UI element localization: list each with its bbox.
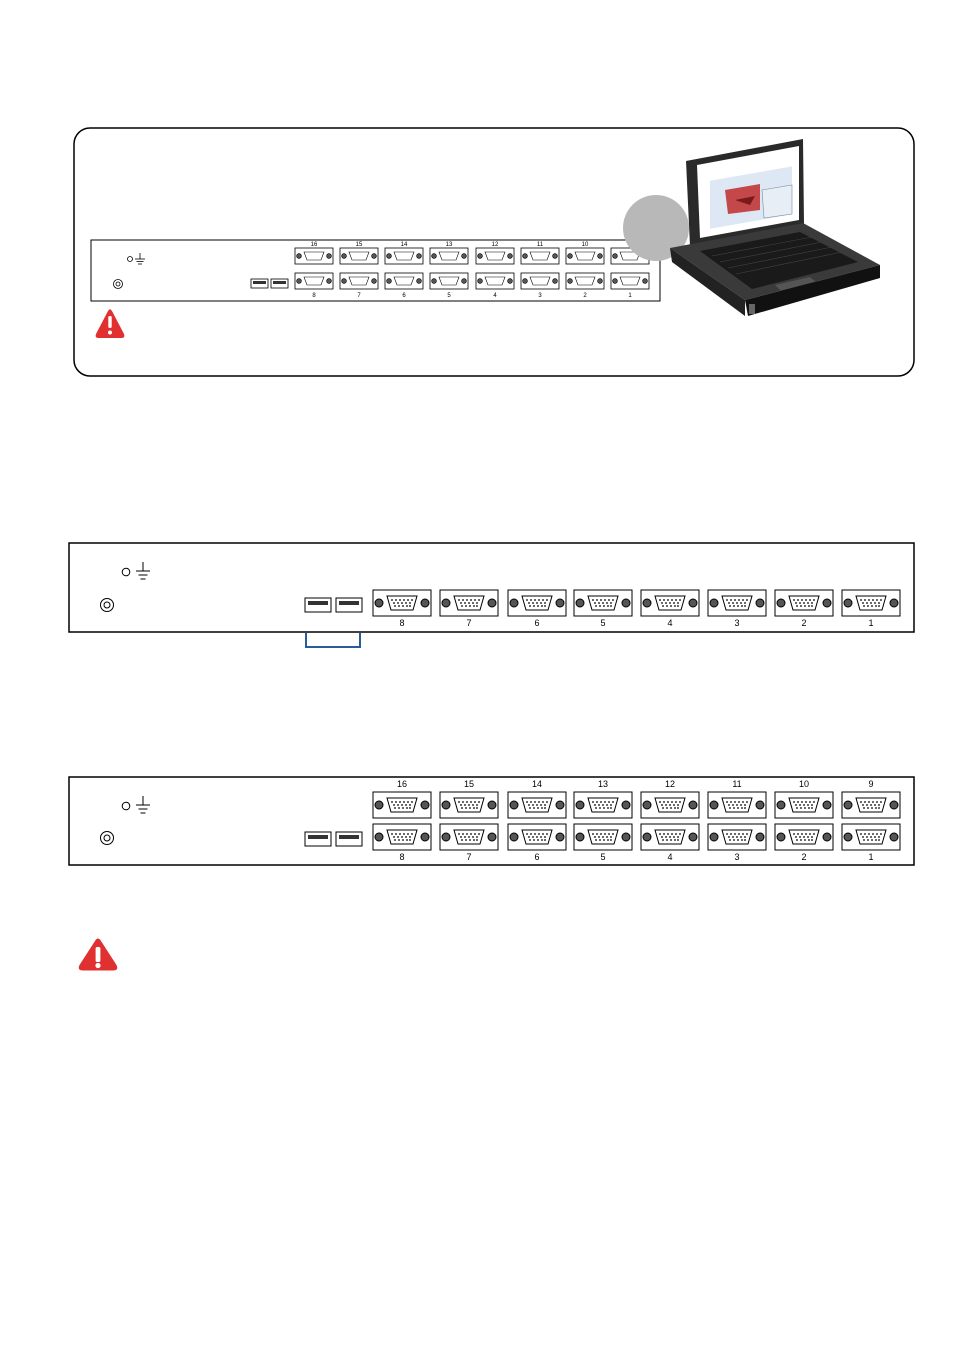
port-label: 11 (732, 779, 742, 789)
port-label: 5 (600, 618, 606, 628)
vga-port-icon (295, 248, 333, 264)
vga-port-icon (842, 590, 900, 616)
vga-port-icon (373, 590, 431, 616)
rear-panel-8port (69, 543, 914, 647)
vga-port-icon (574, 792, 632, 818)
port-label: 7 (466, 852, 472, 862)
vga-port-icon (611, 273, 649, 289)
port-label: 6 (534, 852, 540, 862)
port-label: 13 (597, 779, 609, 789)
vga-port-icon (508, 792, 566, 818)
port-label: 2 (801, 852, 807, 862)
vga-port-icon (521, 248, 559, 264)
power-jack-icon (101, 832, 114, 845)
port-label: 4 (667, 618, 673, 628)
vga-port-icon (574, 824, 632, 850)
port-label: 11 (536, 242, 544, 248)
vga-port-icon (385, 273, 423, 289)
vga-port-icon (775, 792, 833, 818)
vga-port-icon (508, 590, 566, 616)
vga-port-icon (574, 590, 632, 616)
vga-port-icon (295, 273, 333, 289)
port-label: 3 (538, 293, 542, 299)
vga-port-icon (708, 590, 766, 616)
vga-port-icon (641, 792, 699, 818)
port-label: 10 (798, 779, 810, 789)
vga-port-icon (842, 792, 900, 818)
vga-port-icon (521, 273, 559, 289)
vga-port-icon (842, 824, 900, 850)
vga-port-icon (641, 824, 699, 850)
vga-port-icon (385, 248, 423, 264)
port-label: 4 (667, 852, 673, 862)
port-label: 6 (534, 618, 540, 628)
port-label: 8 (312, 293, 316, 299)
port-label: 7 (466, 618, 472, 628)
vga-port-icon (775, 590, 833, 616)
port-label: 13 (445, 242, 453, 248)
vga-port-icon (708, 792, 766, 818)
warning-icon (79, 939, 117, 971)
mini-rear-panel (91, 240, 660, 301)
vga-port-icon (566, 273, 604, 289)
port-label: 14 (531, 779, 543, 789)
port-label: 12 (664, 779, 676, 789)
port-label: 9 (868, 779, 874, 789)
port-label: 1 (868, 852, 874, 862)
vga-port-icon (641, 590, 699, 616)
port-label: 1 (868, 618, 874, 628)
port-label: 14 (400, 242, 408, 248)
vga-port-icon (440, 792, 498, 818)
port-label: 2 (583, 293, 587, 299)
vga-port-icon (708, 824, 766, 850)
port-label: 12 (491, 242, 499, 248)
vga-port-icon (440, 824, 498, 850)
port-label: 6 (402, 293, 406, 299)
port-label: 16 (310, 242, 318, 248)
port-label: 5 (447, 293, 451, 299)
vga-port-icon (440, 590, 498, 616)
usb-bracket (306, 633, 360, 647)
vga-port-icon (373, 824, 431, 850)
power-jack-icon (114, 280, 123, 289)
port-label: 7 (357, 293, 361, 299)
port-label: 10 (581, 242, 589, 248)
port-label: 16 (396, 779, 408, 789)
port-label: 4 (493, 293, 497, 299)
vga-port-icon (476, 273, 514, 289)
port-label: 2 (801, 618, 807, 628)
vga-port-icon (476, 248, 514, 264)
port-label: 3 (734, 852, 740, 862)
port-label: 5 (600, 852, 606, 862)
port-label: 8 (399, 852, 405, 862)
vga-port-icon (430, 248, 468, 264)
vga-port-icon (373, 792, 431, 818)
port-label: 3 (734, 618, 740, 628)
power-jack-icon (101, 599, 114, 612)
vga-port-icon (508, 824, 566, 850)
port-label: 8 (399, 618, 405, 628)
port-label: 15 (463, 779, 475, 789)
port-label: 15 (355, 242, 363, 248)
vga-port-icon (566, 248, 604, 264)
vga-port-icon (340, 248, 378, 264)
vga-port-icon (430, 273, 468, 289)
vga-port-icon (775, 824, 833, 850)
rear-panel-16port (69, 777, 914, 865)
vga-port-icon (340, 273, 378, 289)
port-label: 1 (628, 293, 632, 299)
